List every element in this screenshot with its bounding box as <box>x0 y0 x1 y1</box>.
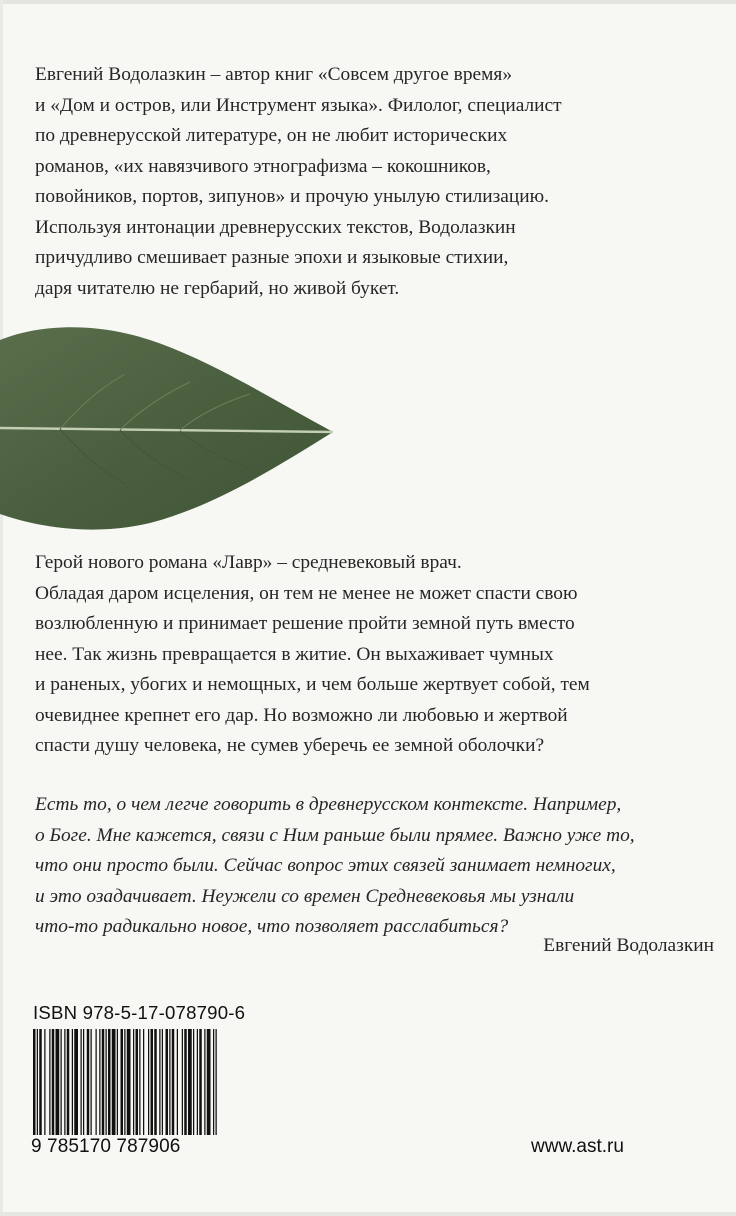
barcode-bar <box>64 1029 65 1135</box>
plot-summary-line: Герой нового романа «Лавр» – средневековый врач. <box>35 552 462 573</box>
barcode-bar <box>106 1029 107 1135</box>
barcode-bar <box>91 1029 92 1135</box>
barcode-bar <box>74 1029 78 1135</box>
author-quote-line: что они просто были. Сейчас вопрос этих связей занимает немногих, <box>35 855 616 876</box>
barcode-bar <box>49 1029 50 1135</box>
barcode-bar <box>81 1029 82 1135</box>
barcode-bar <box>159 1029 160 1135</box>
barcode-bar <box>148 1029 149 1135</box>
barcode-bar <box>33 1029 36 1135</box>
barcode-bar <box>83 1029 84 1135</box>
isbn-number: ISBN 978-5-17-078790-6 <box>33 1002 246 1023</box>
barcode-bar <box>37 1029 38 1135</box>
author-description-line: и «Дом и остров, или Инструмент языка». Филолог, специалист <box>35 94 562 116</box>
barcode-bar <box>96 1029 97 1135</box>
publisher-website: www.ast.ru <box>531 1136 624 1157</box>
barcode-bar <box>67 1029 70 1135</box>
plot-summary-line: очевиднее крепнет его дар. Но возможно ли любовью и жертвой <box>35 704 568 726</box>
barcode-bar <box>154 1029 157 1135</box>
barcode-bar <box>117 1029 118 1135</box>
barcode-bar <box>136 1029 139 1135</box>
barcode-bar <box>133 1029 134 1135</box>
page-edge-top <box>0 0 736 4</box>
author-description-line: повойников, портов, зипунов» и прочую унылую стилизацию. <box>35 186 550 207</box>
barcode-bar <box>207 1029 211 1135</box>
plot-summary <box>35 548 715 762</box>
plot-summary-line: нее. Так жизнь превращается в житие. Он выхаживает чумных <box>35 643 554 665</box>
barcode-bar <box>166 1029 169 1135</box>
barcode-bar <box>143 1029 144 1135</box>
barcode-bar <box>184 1029 187 1135</box>
plot-summary-line: возлюбленную и принимает решение пройти земной путь вместо <box>35 613 575 634</box>
barcode-bar <box>56 1029 60 1135</box>
author-description-line: Используя интонации древнерусских текстов, Водолазкин <box>35 216 516 238</box>
barcode-bar <box>182 1029 183 1135</box>
barcode-bar <box>197 1029 198 1135</box>
author-quote-line: и это озадачивает. Неужели со времен Средневековья мы узнали <box>35 885 575 907</box>
author-quote-line: что-то радикально новое, что позволяет расслабиться? <box>35 916 509 937</box>
barcode-bar <box>124 1029 125 1135</box>
author-description-line: по древнерусской литературе, он не любит исторических <box>35 125 508 146</box>
barcode-bar <box>61 1029 62 1135</box>
barcode-bar <box>193 1029 194 1135</box>
quote-author: Евгений Водолазкин <box>543 935 714 956</box>
barcode-bar <box>99 1029 100 1135</box>
page-edge-left <box>0 0 3 1216</box>
barcode-bar <box>151 1029 154 1135</box>
barcode-bar <box>199 1029 202 1135</box>
barcode-bar <box>188 1029 192 1135</box>
barcode-bar <box>39 1029 42 1135</box>
barcode-bar <box>112 1029 116 1135</box>
barcode-bar <box>108 1029 111 1135</box>
page-edge-bottom <box>0 1212 736 1216</box>
barcode-digits: 9 785170 787906 <box>31 1136 181 1157</box>
barcode-bar <box>169 1029 170 1135</box>
author-description-line: даря читателю не гербарий, но живой букет. <box>35 277 400 299</box>
barcode-bar <box>87 1029 90 1135</box>
author-quote-line: Есть то, о чем легче говорить в древнерусском контексте. Например, <box>35 794 622 815</box>
barcode-icon <box>33 1029 219 1135</box>
barcode-bar <box>139 1029 140 1135</box>
author-description-line: Евгений Водолазкин – автор книг «Совсем другое время» <box>35 64 513 85</box>
author-description-line: романов, «их навязчивого этнографизма – кокошников, <box>35 155 491 177</box>
barcode-bar <box>72 1029 73 1135</box>
author-description-line: причудливо смешивает разные эпохи и языковые стихии, <box>35 247 509 268</box>
author-quote <box>35 790 715 943</box>
plot-summary-line: Обладая даром исцеления, он тем не менее не может спасти свою <box>35 582 578 604</box>
bay-leaf-image <box>0 318 336 532</box>
barcode-bar <box>204 1029 205 1135</box>
author-description <box>35 60 715 304</box>
barcode-bar <box>52 1029 55 1135</box>
barcode-bar <box>127 1029 131 1135</box>
barcode-bar <box>216 1029 217 1135</box>
barcode-bar <box>102 1029 105 1135</box>
barcode-bar <box>172 1029 175 1135</box>
barcode-bar <box>121 1029 124 1135</box>
plot-summary-line: и раненых, убогих и немощных, и чем больше жертвует собой, тем <box>35 674 590 695</box>
barcode-bar <box>44 1029 45 1135</box>
author-quote-line: о Боге. Мне кажется, связи с Ним раньше были прямее. Важно уже то, <box>35 824 635 846</box>
barcode-bar <box>177 1029 178 1135</box>
barcode-bar <box>162 1029 163 1135</box>
plot-summary-line: спасти душу человека, не сумев уберечь ее земной оболочки? <box>35 735 545 756</box>
barcode-bar <box>213 1029 214 1135</box>
